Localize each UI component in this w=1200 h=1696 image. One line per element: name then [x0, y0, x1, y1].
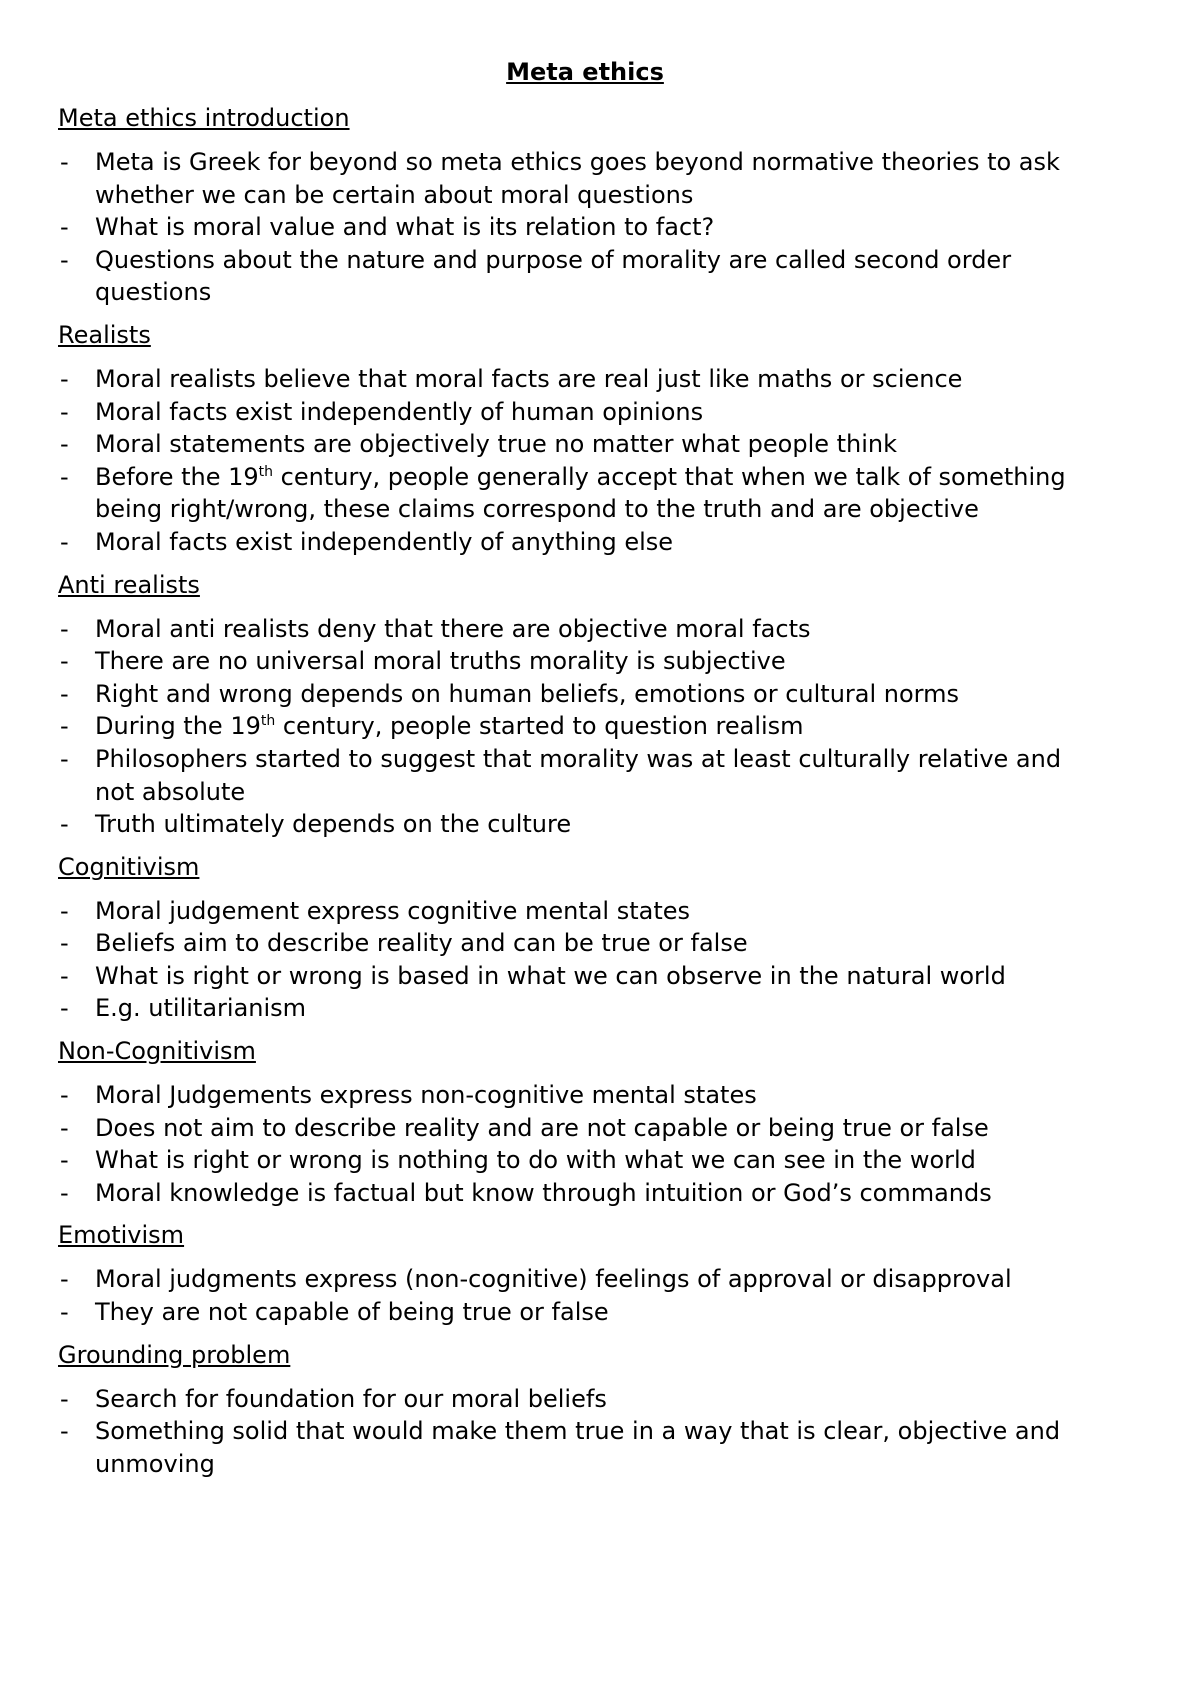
- ordinal-suffix: th: [260, 713, 276, 730]
- bullet-list: [58, 363, 1104, 559]
- section: [58, 1031, 1104, 1209]
- section-heading: Realists: [58, 320, 151, 349]
- section: [58, 1215, 1104, 1328]
- section: [58, 98, 1104, 309]
- document-body: [58, 98, 1104, 1480]
- section-heading: Anti realists: [58, 570, 200, 599]
- bullet-list: [58, 146, 1104, 309]
- section: [58, 1335, 1104, 1481]
- list-item: - Meta is Greek for beyond so meta ethics goes beyond normative theories to ask whether we can be certain about moral questions: [58, 146, 1104, 211]
- section-heading: Grounding problem: [58, 1340, 291, 1369]
- list-item: - Moral facts exist independently of human opinions: [58, 396, 1104, 429]
- list-item-text: During the 19: [95, 712, 261, 741]
- list-item: [58, 710, 1104, 743]
- list-item: - Moral anti realists deny that there are objective moral facts: [58, 613, 1104, 646]
- bullet-list: [58, 613, 1104, 841]
- list-item: - Moral statements are objectively true no matter what people think: [58, 428, 1104, 461]
- section: [58, 565, 1104, 841]
- list-item: - E.g. utilitarianism: [58, 992, 1104, 1025]
- list-item: - Beliefs aim to describe reality and can be true or false: [58, 927, 1104, 960]
- bullet-list: [58, 895, 1104, 1025]
- list-item: - Questions about the nature and purpose of morality are called second order questions: [58, 244, 1104, 309]
- bullet-list: [58, 1263, 1104, 1328]
- list-item: - Moral judgement express cognitive mental states: [58, 895, 1104, 928]
- list-item: - Search for foundation for our moral beliefs: [58, 1383, 1104, 1416]
- list-item: - Truth ultimately depends on the culture: [58, 808, 1104, 841]
- list-item: - Does not aim to describe reality and are not capable or being true or false: [58, 1112, 1104, 1145]
- list-item: - They are not capable of being true or false: [58, 1296, 1104, 1329]
- list-item: - Philosophers started to suggest that morality was at least culturally relative and not absolute: [58, 743, 1104, 808]
- bullet-list: [58, 1079, 1104, 1209]
- list-item: - Moral facts exist independently of anything else: [58, 526, 1104, 559]
- list-item: - There are no universal moral truths morality is subjective: [58, 645, 1104, 678]
- section: [58, 847, 1104, 1025]
- section-heading: Meta ethics introduction: [58, 104, 350, 132]
- document-title: Meta ethics: [506, 58, 664, 86]
- list-item: [58, 461, 1104, 526]
- section-heading: Emotivism: [58, 1221, 185, 1250]
- list-item-text: century, people generally accept that when we talk of something being right/wrong, these claims correspond to the truth and are objective: [95, 462, 1066, 524]
- section-heading: Non-Cognitivism: [58, 1037, 256, 1066]
- list-item: - Something solid that would make them true in a way that is clear, objective and unmoving: [58, 1415, 1104, 1480]
- list-item: - What is right or wrong is nothing to do with what we can see in the world: [58, 1144, 1104, 1177]
- list-item-text: century, people started to question realism: [275, 712, 804, 741]
- list-item-text: Before the 19: [95, 462, 259, 491]
- list-item: - Moral Judgements express non-cognitive mental states: [58, 1079, 1104, 1112]
- section: [58, 315, 1104, 559]
- list-item: - What is right or wrong is based in what we can observe in the natural world: [58, 960, 1104, 993]
- section-heading: Cognitivism: [58, 852, 200, 881]
- bullet-list: [58, 1383, 1104, 1481]
- ordinal-suffix: th: [258, 463, 274, 480]
- list-item: - Moral realists believe that moral facts are real just like maths or science: [58, 363, 1104, 396]
- list-item: - Moral knowledge is factual but know through intuition or God’s commands: [58, 1177, 1104, 1210]
- list-item: - Right and wrong depends on human beliefs, emotions or cultural norms: [58, 678, 1104, 711]
- list-item: - What is moral value and what is its relation to fact?: [58, 211, 1104, 244]
- list-item: - Moral judgments express (non-cognitive) feelings of approval or disapproval: [58, 1263, 1104, 1296]
